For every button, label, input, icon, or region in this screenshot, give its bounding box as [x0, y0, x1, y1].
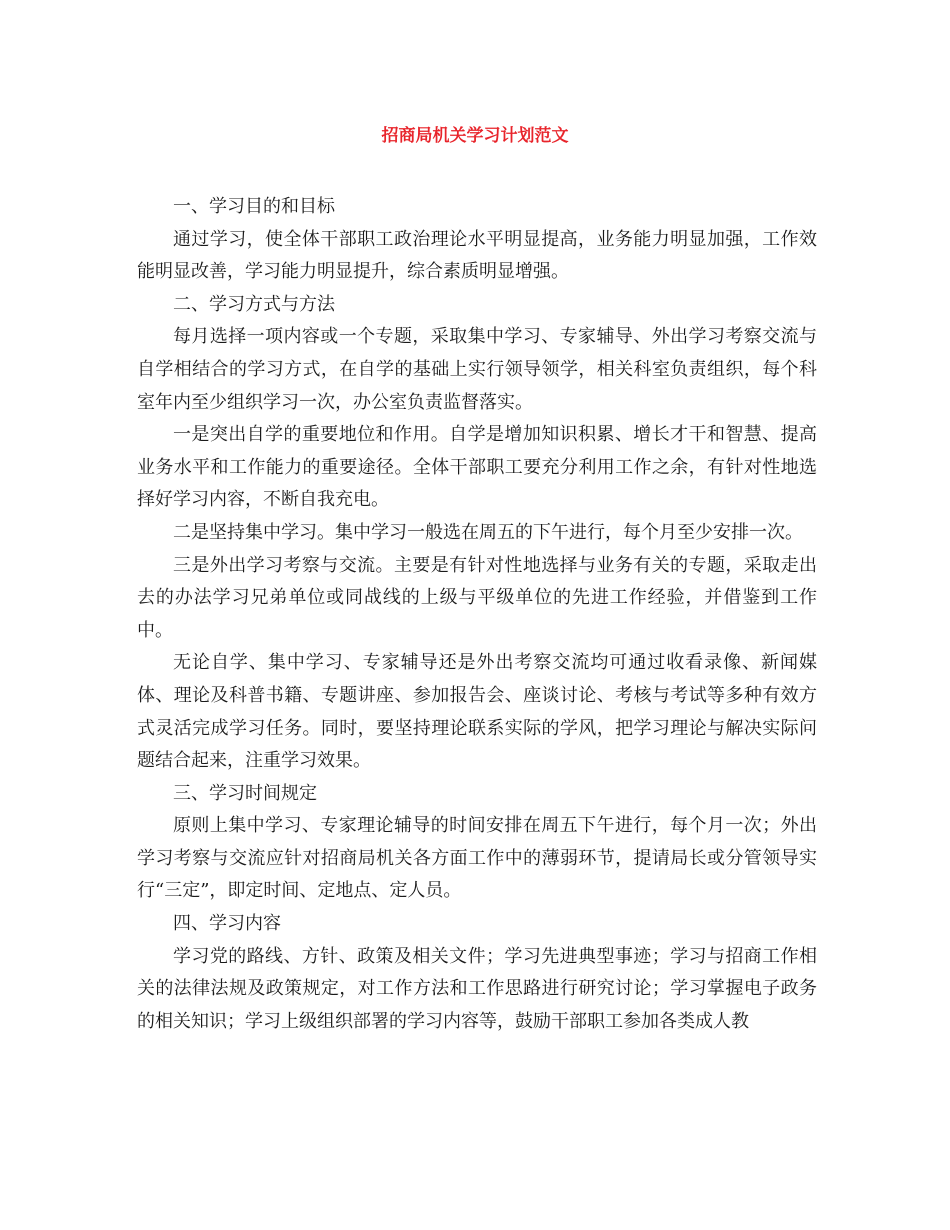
paragraph-group-study: 二是坚持集中学习。集中学习一般选在周五的下午进行，每个月至少安排一次。: [173, 521, 803, 543]
section-heading-goals: 一、学习目的和目标: [173, 196, 335, 217]
paragraph-methods: 每月选择一项内容或一个专题，采取集中学习、专家辅导、外出学习考察交流与自学相结合的学习方式，在自学的基础上实行领导领学，相关科室负责组织，每个科室年内至少组织学习一次，办公室负责监督落实。: [137, 326, 817, 413]
section-heading-methods: 二、学习方式与方法: [173, 293, 335, 315]
section-heading-schedule: 三、学习时间规定: [173, 782, 317, 804]
paragraph-study-forms: 无论自学、集中学习、专家辅导还是外出考察交流均可通过收看录像、新闻媒体、理论及科普书籍、专题讲座、参加报告会、座谈讨论、考核与考试等多种有效方式灵活完成学习任务。同时，要坚持理论联系实际的学风，把学习理论与解决实际问题结合起来，注重学习效果。: [137, 652, 817, 772]
document-title: 招商局机关学习计划范文: [381, 126, 569, 146]
paragraph-external-study: 三是外出学习考察与交流。主要是有针对性地选择与业务有关的专题，采取走出去的办法学习兄弟单位或同战线的上级与平级单位的先进工作经验，并借鉴到工作中。: [137, 554, 817, 641]
document-body: [137, 191, 817, 1038]
section-heading-content: 四、学习内容: [173, 913, 281, 935]
paragraph-schedule: 原则上集中学习、专家理论辅导的时间安排在周五下午进行，每个月一次；外出学习考察与交流应针对招商局机关各方面工作中的薄弱环节，提请局长或分管领导实行“三定”，即定时间、定地点、定人员。: [137, 815, 817, 902]
paragraph-goals: 通过学习，使全体干部职工政治理论水平明显提高，业务能力明显加强，工作效能明显改善，学习能力明显提升，综合素质明显增强。: [137, 228, 817, 283]
paragraph-content: 学习党的路线、方针、政策及相关文件；学习先进典型事迹；学习与招商工作相关的法律法规及政策规定，对工作方法和工作思路进行研究讨论；学习掌握电子政务的相关知识；学习上级组织部署的学习内容等，鼓励干部职工参加各类成人教: [137, 945, 817, 1032]
paragraph-self-study: 一是突出自学的重要地位和作用。自学是增加知识积累、增长才干和智慧、提高业务水平和工作能力的重要途径。全体干部职工要充分利用工作之余，有针对性地选择好学习内容，不断自我充电。: [137, 424, 817, 511]
